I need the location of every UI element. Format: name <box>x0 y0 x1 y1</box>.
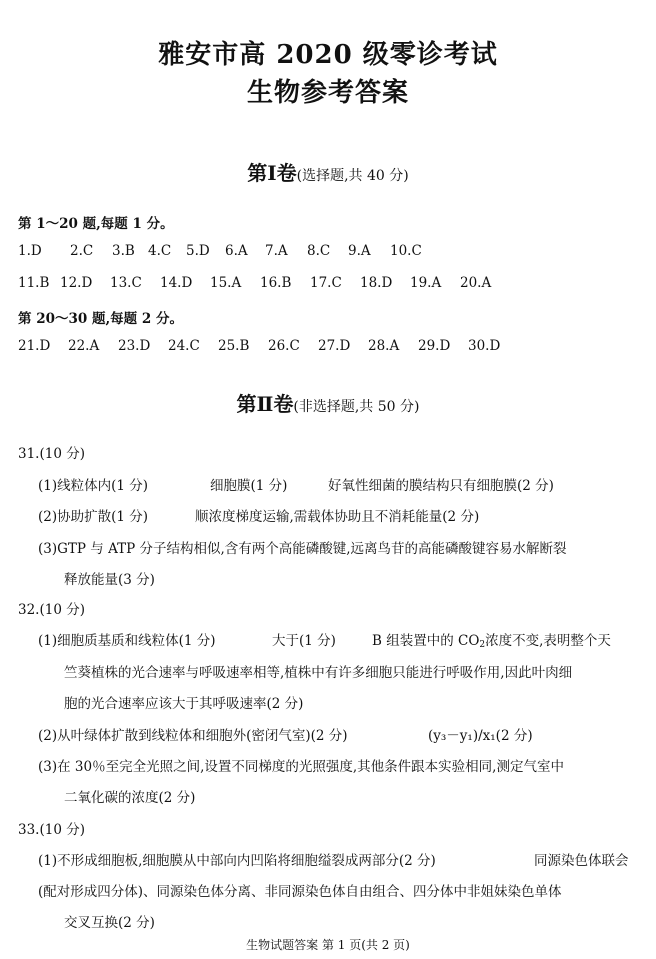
answer-row-3 <box>18 338 500 354</box>
q32-label: 32.(10 分) <box>18 602 85 618</box>
answer-item: 3.B <box>112 243 135 259</box>
q32-a3-line1: (3)在 30％至完全光照之间,设置不同梯度的光照强度,其他条件跟本实验相同,测定气室中 <box>38 759 564 775</box>
answer-item: 25.B <box>218 338 250 354</box>
answer-item: 28.A <box>368 338 400 354</box>
q32-a1-line2: 竺葵植株的光合速率与呼吸速率相等,植株中有许多细胞只能进行呼吸作用,因此叶肉细 <box>64 665 573 681</box>
co2-subscript: 2 <box>479 640 486 650</box>
answer-item: 12.D <box>60 275 93 291</box>
answer-item: 26.C <box>268 338 300 354</box>
answer-item: 7.A <box>265 243 288 259</box>
answer-item: 9.A <box>348 243 371 259</box>
q33-a1-line2: (配对形成四分体)、同源染色体分离、非同源染色体自由组合、四分体中非姐妹染色单体 <box>38 884 562 900</box>
answer-item: 1.D <box>18 243 42 259</box>
part1-heading-note: (选择题,共 40 分) <box>296 168 409 184</box>
q32-a1-line3: 胞的光合速率应该大于其呼吸速率(2 分) <box>64 696 304 712</box>
answer-item: 24.C <box>168 338 200 354</box>
q31-a2-part2: 顺浓度梯度运输,需载体协助且不消耗能量(2 分) <box>195 509 480 525</box>
page-footer: 生物试题答案 第 1 页(共 2 页) <box>246 938 410 952</box>
q31-a1-part3: 好氧性细菌的膜结构只有细胞膜(2 分) <box>328 478 554 494</box>
answer-item: 20.A <box>460 275 492 291</box>
q33-a1-line1-part1: (1)不形成细胞板,细胞膜从中部向内凹陷将细胞缢裂成两部分(2 分) <box>38 853 436 869</box>
part2-heading <box>0 388 656 417</box>
q33-label: 33.(10 分) <box>18 822 85 838</box>
q31-a1-part1: (1)线粒体内(1 分) <box>38 478 149 494</box>
answer-item: 22.A <box>68 338 100 354</box>
answer-item: 8.C <box>307 243 331 259</box>
q32-a3-line2: 二氧化碳的浓度(2 分) <box>64 790 196 806</box>
q33-a1-line3: 交叉互换(2 分) <box>64 915 155 931</box>
answer-item: 21.D <box>18 338 51 354</box>
q32-a1-part1: (1)细胞质基质和线粒体(1 分) <box>38 633 216 649</box>
part1-heading-label: 第Ⅰ卷 <box>247 161 297 185</box>
answer-item: 27.D <box>318 338 351 354</box>
answer-item: 14.D <box>160 275 193 291</box>
group1-label: 第 1～20 题,每题 1 分。 <box>18 216 174 232</box>
title-line-1: 雅安市高 2020 级零诊考试 <box>158 40 498 70</box>
q32-a1-part3 <box>372 629 611 650</box>
q32-a1-part2: 大于(1 分) <box>272 633 336 649</box>
q31-a3-line1: (3)GTP 与 ATP 分子结构相似,含有两个高能磷酸键,远离鸟苷的高能磷酸键容易水解断裂 <box>38 541 567 557</box>
answer-item: 2.C <box>70 243 94 259</box>
group2-label: 第 20～30 题,每题 2 分。 <box>18 311 183 327</box>
answer-row-2 <box>18 275 491 291</box>
answer-item: 10.C <box>390 243 422 259</box>
answer-item: 13.C <box>110 275 142 291</box>
q31-label: 31.(10 分) <box>18 446 85 462</box>
q32-a1-part3b: 浓度不变,表明整个天 <box>485 633 611 649</box>
q31-a1-part2: 细胞膜(1 分) <box>210 478 288 494</box>
part2-heading-note: (非选择题,共 50 分) <box>293 399 420 415</box>
part2-heading-label: 第Ⅱ卷 <box>236 392 294 416</box>
answer-row-1 <box>18 243 422 259</box>
q33-a1-line1-part2: 同源染色体联会 <box>534 853 629 869</box>
answer-item: 6.A <box>225 243 248 259</box>
answer-item: 19.A <box>410 275 442 291</box>
answer-item: 17.C <box>310 275 342 291</box>
answer-item: 30.D <box>468 338 501 354</box>
answer-item: 16.B <box>260 275 292 291</box>
q31-a2-part1: (2)协助扩散(1 分) <box>38 509 149 525</box>
q31-a3-line2: 释放能量(3 分) <box>64 572 155 588</box>
q32-a2-formula: (y₃－y₁)/x₁(2 分) <box>428 728 533 744</box>
answer-item: 11.B <box>18 275 50 291</box>
answer-item: 23.D <box>118 338 151 354</box>
q32-a1-part3a: B 组装置中的 CO <box>372 633 480 649</box>
q32-a2-part1: (2)从叶绿体扩散到线粒体和细胞外(密闭气室)(2 分) <box>38 728 348 744</box>
title-line-2: 生物参考答案 <box>246 78 409 108</box>
answer-item: 15.A <box>210 275 242 291</box>
answer-item: 5.D <box>186 243 210 259</box>
answer-item: 18.D <box>360 275 393 291</box>
answer-item: 29.D <box>418 338 451 354</box>
answer-item: 4.C <box>148 243 172 259</box>
part1-heading <box>0 157 656 186</box>
